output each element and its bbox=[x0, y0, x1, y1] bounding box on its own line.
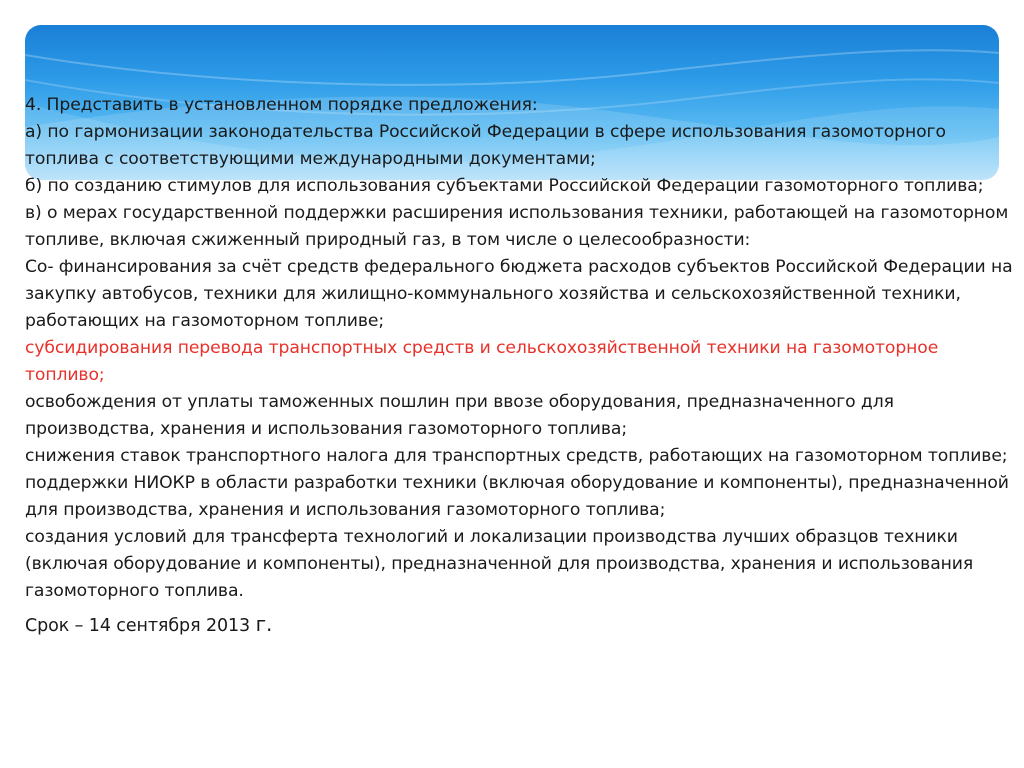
item-v: в) о мерах государственной поддержки расширения использования техники, работающей на газомоторном топливе, включая сжиженный природный газ, в том числе о целесообразности: bbox=[25, 203, 1009, 250]
item-a: а) по гармонизации законодательства Российской Федерации в сфере использования газомоторного топлива с соответствующими международными документами; bbox=[25, 122, 946, 169]
technology-transfer-item: создания условий для трансферта технологий и локализации производства лучших образцов техники (включая оборудование и компоненты), предназначенной для производства, хранения и использования газомоторного топлива. bbox=[25, 527, 974, 601]
customs-exemption-item: освобождения от уплаты таможенных пошлин при ввозе оборудования, предназначенного для производства, хранения и использования газомоторного топлива; bbox=[25, 392, 894, 439]
intro-line: 4. Представить в установленном порядке предложения: bbox=[25, 95, 538, 115]
slide-body bbox=[25, 92, 1015, 640]
cofinancing-item: Со- финансирования за счёт средств федерального бюджета расходов субъектов Российской Федерации на закупку автобусов, техники для жилищно-коммунального хозяйства и сельскохозяйственной техники, работающих на газомоторном топливе; bbox=[25, 257, 1013, 331]
deadline-text: Срок – 14 сентября 2013 bbox=[25, 616, 256, 636]
transport-tax-item: снижения ставок транспортного налога для транспортных средств, работающих на газомоторном топливе; bbox=[25, 446, 1008, 466]
item-b: б) по созданию стимулов для использования субъектами Российской Федерации газомоторного топлива; bbox=[25, 176, 984, 196]
deadline-line bbox=[25, 611, 1015, 640]
rnd-support-item: поддержки НИОКР в области разработки техники (включая оборудование и компоненты), предназначенной для производства, хранения и использования газомоторного топлива; bbox=[25, 473, 1009, 520]
subsidy-item-highlighted: субсидирования перевода транспортных средств и сельскохозяйственной техники на газомоторное топливо; bbox=[25, 338, 939, 385]
deadline-suffix: г. bbox=[255, 612, 273, 636]
